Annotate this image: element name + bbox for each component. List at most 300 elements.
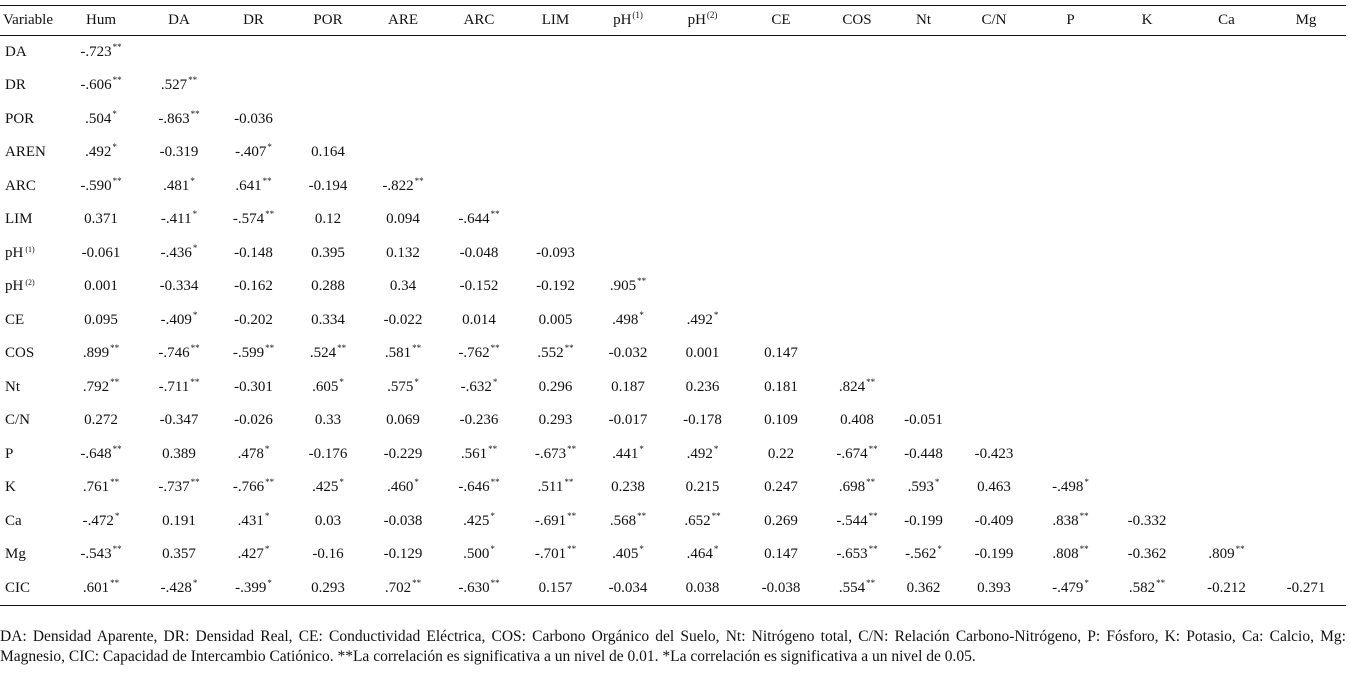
table-cell (664, 371, 741, 405)
table-cell (218, 337, 289, 371)
row-label (0, 371, 62, 405)
table-cell (289, 270, 367, 304)
table-cell (954, 505, 1034, 539)
cell-value: .552 (537, 345, 564, 362)
table-cell (664, 304, 741, 338)
cell-value: 0.236 (685, 378, 720, 395)
table-cell (821, 471, 893, 505)
table-cell (367, 404, 439, 438)
significance-marker: ** (564, 343, 574, 354)
table-cell (367, 103, 439, 137)
table-cell (954, 404, 1034, 438)
table-cell (218, 404, 289, 438)
table-cell (218, 572, 289, 606)
cell-value: -.766 (232, 479, 265, 496)
significance-marker: ** (490, 209, 500, 220)
cell-value: -.479 (1052, 579, 1084, 596)
table-cell (741, 505, 821, 539)
significance-marker: ** (188, 75, 198, 86)
cell-value: -0.178 (683, 412, 722, 429)
table-cell (140, 304, 218, 338)
table-cell (1266, 538, 1346, 572)
cell-value: 0.272 (84, 412, 118, 429)
column-header-label: Ca (1218, 12, 1235, 28)
column-header (218, 6, 289, 36)
significance-marker: ** (262, 175, 272, 186)
table-cell (1034, 69, 1107, 103)
table-cell (1266, 304, 1346, 338)
table-cell (1187, 404, 1266, 438)
table-cell (519, 337, 592, 371)
table-cell (1107, 36, 1187, 70)
column-header (1107, 6, 1187, 36)
table-cell (1107, 136, 1187, 170)
row-label-text: Mg (5, 546, 26, 563)
cell-value: 0.463 (977, 479, 1011, 496)
table-cell (821, 36, 893, 70)
cell-value: -.762 (458, 345, 490, 362)
table-cell (664, 538, 741, 572)
table-cell (664, 337, 741, 371)
table-cell (893, 438, 954, 472)
column-header (893, 6, 954, 36)
significance-marker: * (490, 510, 495, 521)
table-cell (1187, 103, 1266, 137)
cell-value: 0.014 (462, 311, 496, 328)
table-cell (367, 471, 439, 505)
row-label (0, 538, 62, 572)
significance-marker: ** (112, 42, 122, 52)
cell-value: -.746 (158, 345, 190, 362)
table-cell (289, 36, 367, 70)
table-cell (741, 404, 821, 438)
table-cell (218, 304, 289, 338)
significance-marker: * (267, 142, 272, 153)
table-cell (519, 471, 592, 505)
significance-marker: ** (1235, 544, 1245, 555)
table-cell (519, 36, 592, 70)
cell-value: -0.448 (904, 445, 943, 462)
table-cell (1187, 371, 1266, 405)
table-cell (893, 136, 954, 170)
table-row (0, 136, 1346, 170)
table-cell (289, 170, 367, 204)
column-header-superscript: (2) (706, 10, 718, 20)
table-cell (1266, 505, 1346, 539)
significance-marker: ** (1079, 510, 1089, 521)
cell-value: -0.199 (904, 512, 943, 529)
cell-value: -.544 (836, 512, 868, 529)
cell-value: -.411 (160, 211, 192, 228)
cell-value: -.646 (458, 479, 490, 496)
table-row (0, 270, 1346, 304)
table-cell (439, 471, 519, 505)
table-cell (289, 505, 367, 539)
significance-marker: * (934, 477, 940, 488)
table-cell (592, 136, 664, 170)
table-cell (893, 572, 954, 606)
table-cell (1266, 371, 1346, 405)
cell-value: .492 (686, 445, 713, 462)
column-header (592, 6, 664, 36)
column-header (741, 6, 821, 36)
table-cell (289, 404, 367, 438)
table-cell (1187, 270, 1266, 304)
table-cell (519, 371, 592, 405)
table-cell (289, 371, 367, 405)
table-cell (954, 237, 1034, 271)
table-cell (519, 572, 592, 606)
table-cell (821, 270, 893, 304)
table-cell (1034, 304, 1107, 338)
cell-value: -0.026 (234, 412, 273, 429)
table-cell (741, 371, 821, 405)
cell-value: -0.301 (234, 378, 273, 395)
table-cell (664, 572, 741, 606)
table-cell (1266, 471, 1346, 505)
table-cell (140, 136, 218, 170)
cell-value: 0.247 (764, 479, 798, 496)
table-cell (1266, 237, 1346, 271)
cell-value: .641 (235, 177, 262, 194)
table-cell (741, 270, 821, 304)
table-cell (592, 170, 664, 204)
table-cell (218, 471, 289, 505)
table-cell (439, 404, 519, 438)
table-cell (1107, 304, 1187, 338)
table-cell (1266, 136, 1346, 170)
table-cell (893, 505, 954, 539)
cell-value: .492 (85, 144, 112, 161)
cell-value: -0.093 (536, 244, 575, 261)
significance-marker: ** (868, 544, 878, 555)
cell-value: 0.296 (538, 378, 573, 395)
table-cell (289, 438, 367, 472)
row-label-text: K (5, 479, 16, 496)
table-cell (1107, 237, 1187, 271)
cell-value: .702 (384, 579, 412, 596)
table-cell (821, 404, 893, 438)
table-cell (821, 69, 893, 103)
table-cell (1034, 237, 1107, 271)
cell-value: -.822 (382, 177, 414, 194)
significance-marker: ** (1156, 577, 1166, 588)
cell-value: .792 (82, 378, 110, 395)
row-label-text: Nt (5, 378, 20, 395)
cell-value: .425 (312, 479, 339, 496)
cell-value: 0.34 (389, 278, 417, 295)
cell-value: -0.194 (308, 177, 348, 194)
table-cell (367, 304, 439, 338)
cell-value: -0.229 (383, 445, 423, 462)
significance-marker: * (1084, 577, 1089, 588)
table-cell (62, 538, 140, 572)
table-cell (519, 438, 592, 472)
table-cell (821, 371, 893, 405)
cell-value: -0.032 (608, 345, 648, 362)
significance-marker: * (490, 544, 495, 555)
table-body (0, 36, 1346, 606)
cell-value: -0.271 (1286, 579, 1326, 596)
cell-value: -.653 (836, 546, 868, 563)
cell-value: 0.371 (84, 211, 118, 228)
cell-value: .554 (838, 579, 866, 596)
table-cell (741, 69, 821, 103)
significance-marker: * (713, 544, 719, 555)
cell-value: -0.036 (234, 110, 273, 127)
significance-marker: ** (711, 510, 721, 521)
significance-marker: ** (567, 510, 577, 521)
table-cell (140, 572, 218, 606)
table-row (0, 404, 1346, 438)
row-label-text: COS (5, 345, 35, 362)
table-cell (367, 237, 439, 271)
table-cell (1266, 270, 1346, 304)
table-cell (1107, 270, 1187, 304)
table-cell (1107, 337, 1187, 371)
table-cell (1187, 69, 1266, 103)
significance-marker: ** (190, 477, 200, 488)
significance-marker: ** (412, 343, 422, 354)
cell-value: -0.148 (234, 244, 273, 261)
cell-value: -0.362 (1127, 546, 1167, 563)
significance-marker: * (192, 209, 198, 220)
cell-value: -.498 (1052, 479, 1084, 496)
table-cell (140, 538, 218, 572)
table-cell (741, 203, 821, 237)
column-header (519, 6, 592, 36)
table-cell (954, 69, 1034, 103)
row-label-text: C/N (5, 412, 31, 429)
significance-marker: * (192, 577, 198, 588)
table-cell (289, 136, 367, 170)
table-cell (1034, 471, 1107, 505)
table-cell (218, 170, 289, 204)
significance-marker: ** (112, 75, 122, 86)
table-cell (954, 136, 1034, 170)
significance-marker: ** (1079, 544, 1089, 555)
table-cell (1034, 136, 1107, 170)
table-cell (289, 337, 367, 371)
significance-marker: ** (112, 544, 122, 555)
table-cell (893, 36, 954, 70)
table-cell (62, 572, 140, 606)
column-header-label: CE (771, 12, 791, 28)
table-cell (664, 103, 741, 137)
table-cell (519, 304, 592, 338)
table-cell (1107, 471, 1187, 505)
table-cell (821, 438, 893, 472)
table-cell (1187, 337, 1266, 371)
significance-marker: ** (190, 108, 200, 119)
cell-value: .652 (684, 512, 711, 529)
table-cell (367, 371, 439, 405)
cell-value: .524 (309, 345, 337, 362)
significance-marker: * (639, 309, 644, 320)
significance-marker: ** (490, 577, 500, 588)
table-row (0, 203, 1346, 237)
correlation-table (0, 5, 1346, 606)
table-cell (893, 304, 954, 338)
column-header-superscript: (1) (632, 10, 643, 20)
significance-marker: * (264, 443, 270, 454)
table-row (0, 304, 1346, 338)
table-cell (893, 270, 954, 304)
cell-value: .824 (838, 378, 866, 395)
table-cell (140, 404, 218, 438)
significance-marker: ** (265, 477, 275, 488)
column-header (140, 6, 218, 36)
significance-marker: ** (564, 477, 574, 488)
cell-value: -.409 (160, 311, 192, 328)
column-header (439, 6, 519, 36)
significance-marker: * (112, 142, 117, 153)
significance-marker: * (639, 443, 644, 454)
cell-value: -0.162 (234, 278, 273, 295)
table-row (0, 36, 1346, 70)
cell-value: 0.095 (84, 311, 118, 328)
cell-value: -.863 (158, 110, 190, 127)
cell-value: -.737 (158, 479, 190, 496)
significance-marker: ** (414, 175, 424, 186)
cell-value: 0.293 (311, 579, 345, 596)
significance-marker: ** (866, 477, 876, 488)
table-cell (954, 203, 1034, 237)
table-cell (1034, 505, 1107, 539)
table-cell (367, 572, 439, 606)
cell-value: 0.001 (84, 278, 118, 295)
significance-marker: ** (637, 276, 647, 287)
cell-value: .464 (686, 546, 713, 563)
significance-marker: ** (265, 209, 275, 220)
table-row (0, 170, 1346, 204)
table-cell (439, 538, 519, 572)
table-cell (1034, 203, 1107, 237)
table-cell (439, 237, 519, 271)
cell-value: .568 (609, 512, 637, 529)
table-cell (1187, 505, 1266, 539)
table-cell (140, 471, 218, 505)
column-header (664, 6, 741, 36)
cell-value: -0.199 (974, 546, 1014, 563)
column-header-label: POR (313, 12, 343, 28)
cell-value: 0.03 (314, 512, 342, 529)
significance-marker: * (114, 510, 120, 521)
table-cell (140, 270, 218, 304)
cell-value: 0.215 (685, 479, 720, 496)
significance-marker: ** (112, 175, 122, 186)
cell-value: -0.212 (1207, 579, 1246, 596)
table-cell (289, 471, 367, 505)
table-cell (1034, 572, 1107, 606)
table-cell (1187, 538, 1266, 572)
column-header-label: P (1066, 12, 1075, 28)
cell-value: .561 (460, 445, 488, 462)
table-row (0, 505, 1346, 539)
cell-value: -.674 (836, 445, 868, 462)
table-row (0, 538, 1346, 572)
table-cell (519, 136, 592, 170)
table-cell (1266, 438, 1346, 472)
cell-value: 0.001 (685, 345, 720, 362)
cell-value: 0.362 (906, 579, 941, 596)
table-cell (741, 36, 821, 70)
column-header (62, 6, 140, 36)
table-cell (592, 505, 664, 539)
column-header (821, 6, 893, 36)
table-cell (218, 371, 289, 405)
cell-value: .504 (85, 110, 112, 127)
cell-value: 0.269 (764, 512, 798, 529)
table-cell (664, 270, 741, 304)
table-cell (954, 103, 1034, 137)
table-cell (893, 203, 954, 237)
significance-marker: * (192, 309, 198, 320)
table-cell (1107, 103, 1187, 137)
table-cell (821, 304, 893, 338)
cell-value: .478 (237, 445, 264, 462)
significance-marker: * (264, 544, 270, 555)
significance-marker: * (713, 443, 719, 454)
significance-marker: * (639, 544, 644, 555)
table-cell (519, 203, 592, 237)
table-cell (62, 304, 140, 338)
table-cell (62, 505, 140, 539)
table-cell (289, 103, 367, 137)
table-cell (821, 538, 893, 572)
cell-value: 0.33 (314, 412, 342, 429)
column-header (1187, 6, 1266, 36)
significance-marker: ** (112, 443, 122, 454)
row-label (0, 237, 62, 271)
cell-value: .481 (163, 177, 190, 194)
cell-value: -0.192 (536, 278, 575, 295)
table-cell (1034, 170, 1107, 204)
table-cell (140, 203, 218, 237)
table-cell (519, 103, 592, 137)
table-cell (367, 203, 439, 237)
cell-value: .838 (1052, 512, 1079, 529)
cell-value: 0.357 (162, 546, 196, 563)
row-label (0, 505, 62, 539)
table-cell (519, 170, 592, 204)
cell-value: -.543 (80, 546, 112, 563)
table-cell (62, 337, 140, 371)
table-cell (519, 404, 592, 438)
table-cell (367, 69, 439, 103)
significance-marker: ** (110, 343, 120, 354)
cell-value: .405 (612, 546, 639, 563)
table-cell (821, 505, 893, 539)
table-row (0, 371, 1346, 405)
table-cell (439, 69, 519, 103)
cell-value: -0.176 (308, 445, 348, 462)
cell-value: -.599 (232, 345, 265, 362)
table-cell (1034, 438, 1107, 472)
table-cell (1187, 471, 1266, 505)
table-cell (954, 270, 1034, 304)
cell-value: 0.22 (767, 445, 795, 462)
cell-value: 0.238 (611, 479, 645, 496)
cell-value: -0.347 (159, 412, 199, 429)
table-cell (367, 170, 439, 204)
table-cell (893, 404, 954, 438)
cell-value: 0.005 (538, 311, 573, 328)
table-cell (289, 572, 367, 606)
cell-value: 0.164 (311, 144, 345, 161)
significance-marker: ** (490, 477, 500, 488)
table-row (0, 69, 1346, 103)
